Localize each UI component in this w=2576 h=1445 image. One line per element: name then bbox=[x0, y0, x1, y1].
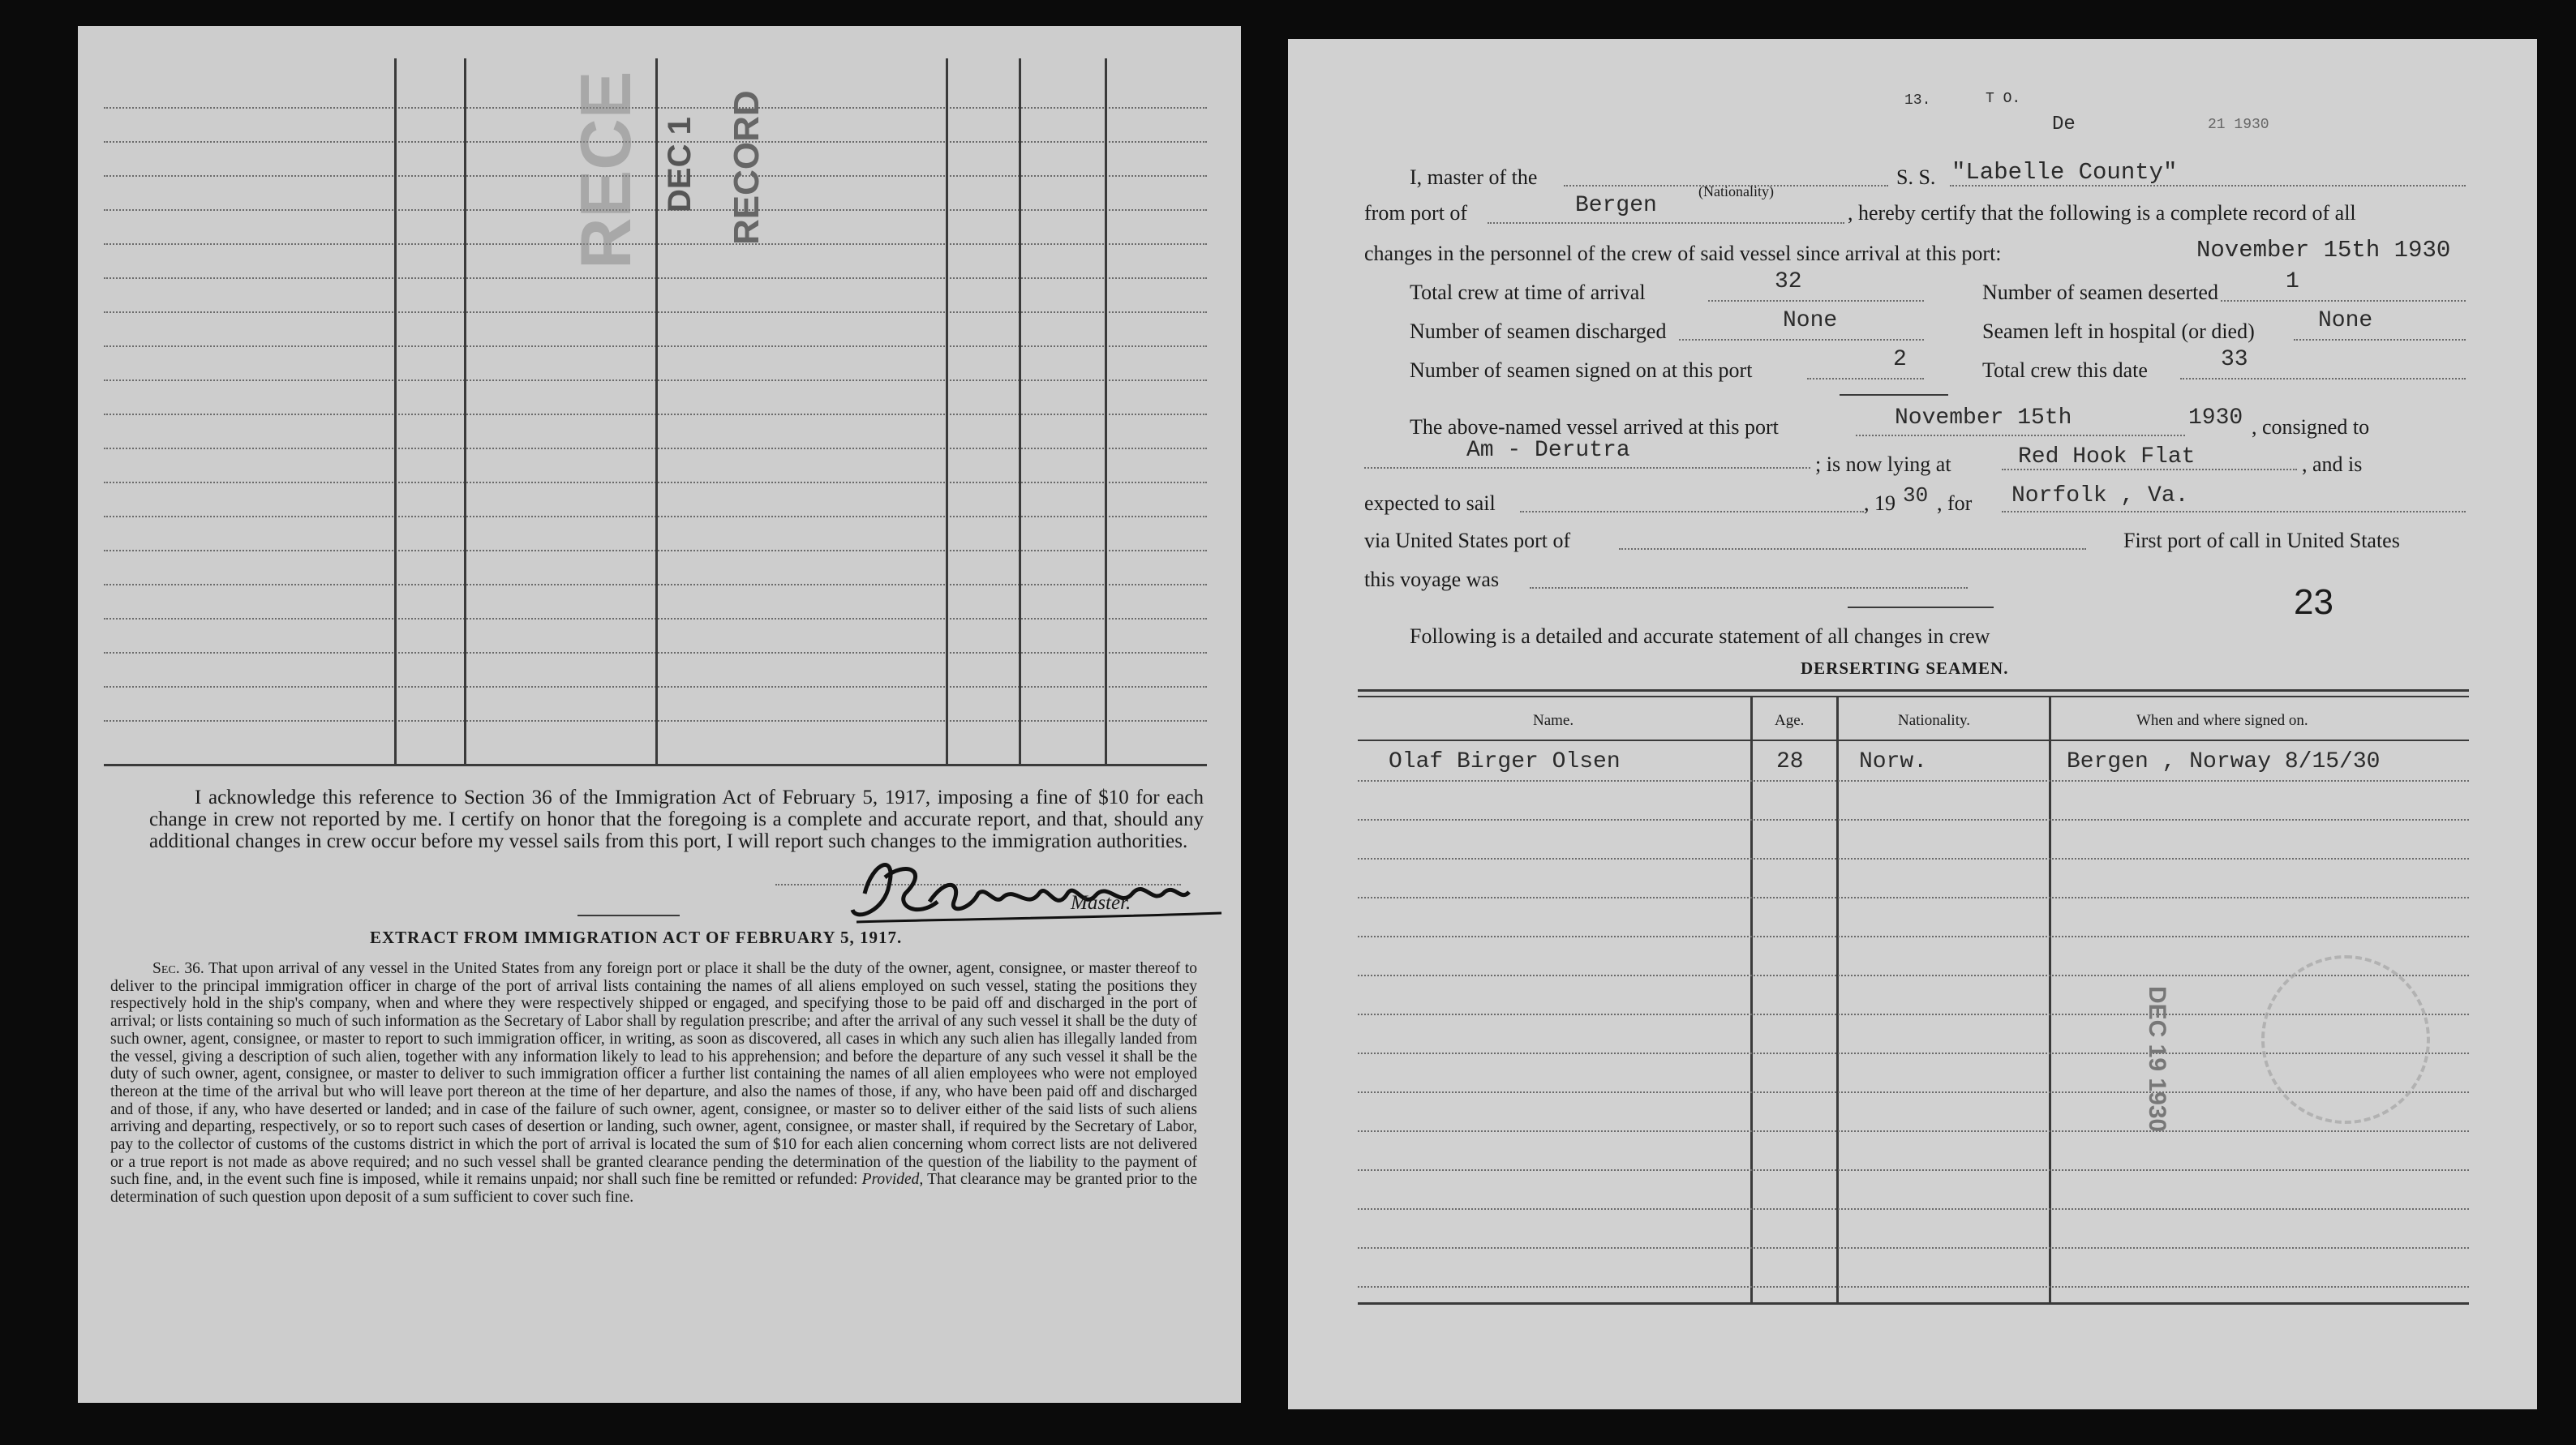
table-title: DERSERTING SEAMEN. bbox=[1801, 658, 2009, 678]
lying-label: ; is now lying at bbox=[1815, 452, 1951, 476]
port-of-departure: Bergen bbox=[1575, 193, 1657, 218]
table-row bbox=[1358, 1169, 2469, 1210]
certify-text: , hereby certify that the following is a complete record of all bbox=[1848, 201, 2356, 225]
table-top-rule bbox=[1358, 696, 2469, 697]
dec-date-stamp: DEC 1 bbox=[662, 117, 698, 212]
grid-column-line bbox=[394, 58, 397, 765]
consigned-label: , consigned to bbox=[2252, 415, 2370, 439]
hospital-label: Seamen left in hospital (or died) bbox=[1982, 319, 2255, 343]
deserted-value: 1 bbox=[2286, 269, 2299, 294]
total-crew-value: 32 bbox=[1775, 269, 1802, 294]
grid-column-line bbox=[1105, 58, 1107, 765]
sail-line bbox=[1520, 511, 1864, 512]
hospital-value: None bbox=[2318, 308, 2373, 333]
from-port-label: from port of bbox=[1364, 201, 1468, 225]
right-page bbox=[1288, 39, 2537, 1409]
port-line bbox=[1488, 222, 1844, 224]
count-line bbox=[1679, 339, 1924, 341]
table-row bbox=[1358, 1208, 2469, 1249]
extract-rule bbox=[577, 915, 680, 916]
grid-column-line bbox=[946, 58, 948, 765]
table-row bbox=[1358, 780, 2469, 821]
page-number: 23 bbox=[2294, 582, 2333, 622]
count-line bbox=[1708, 300, 1924, 302]
discharged-value: None bbox=[1783, 308, 1838, 333]
table-row bbox=[1358, 1247, 2469, 1288]
destination: Norfolk , Va. bbox=[2011, 483, 2189, 508]
arrival-port-date: November 15th bbox=[1895, 405, 2072, 431]
grid-column-line bbox=[655, 58, 658, 765]
arrival-date-line bbox=[1856, 435, 2185, 436]
left-page bbox=[78, 26, 1241, 1403]
arrived-label: The above-named vessel arrived at this port bbox=[1410, 415, 1779, 439]
consignee-line bbox=[1364, 467, 1810, 469]
header-mark: T O. bbox=[1986, 91, 2021, 107]
col-header-nationality: Nationality. bbox=[1898, 712, 1970, 729]
first-port-label: First port of call in United States bbox=[2123, 529, 2400, 552]
consignee: Am - Derutra bbox=[1466, 438, 1630, 463]
voyage-line bbox=[1530, 587, 1968, 589]
col-header-age: Age. bbox=[1775, 712, 1805, 729]
deserted-label: Number of seamen deserted bbox=[1982, 281, 2218, 304]
count-line bbox=[2294, 339, 2466, 341]
table-bottom-rule bbox=[1358, 1302, 2469, 1305]
master-label: Master. bbox=[1071, 892, 1131, 914]
header-mark: De bbox=[2052, 114, 2076, 135]
nationality-label: (Nationality) bbox=[1698, 183, 1774, 199]
discharged-label: Number of seamen discharged bbox=[1410, 319, 1667, 343]
master-of-label: I, master of the bbox=[1410, 165, 1538, 189]
statement-text: Following is a detailed and accurate statement of all changes in crew bbox=[1410, 624, 1990, 648]
statement-rule bbox=[1848, 607, 1994, 608]
count-line bbox=[2180, 378, 2466, 379]
receipt-date-stamp: DEC 19 1930 bbox=[2144, 986, 2170, 1133]
circular-stamp bbox=[2261, 955, 2430, 1124]
count-line bbox=[1807, 378, 1924, 379]
acknowledgment-text: I acknowledge this reference to Section 36 of the Immigration Act of February 5, 1917, imposing a fine of $10 for each change in crew not reported by me. I certify on honor that the foregoing is a complete and accurate report, and that, should any additional changes in crew occur before my vessel sails from this port, I will report such changes to the immigration authorities. bbox=[149, 787, 1204, 852]
table-row bbox=[1358, 1130, 2469, 1171]
proviso-text: That clearance may be granted prior to the determination of such question upon deposit of a sum sufficient to cover such fine. bbox=[110, 1171, 1198, 1207]
master-signature bbox=[840, 845, 1246, 934]
arrival-year: 1930 bbox=[2188, 405, 2243, 431]
destination-line bbox=[2002, 511, 2466, 512]
via-line bbox=[1619, 548, 2086, 550]
seaman-name: Olaf Birger Olsen bbox=[1389, 749, 1621, 774]
received-stamp: RECE bbox=[565, 71, 646, 269]
col-header-signed-on: When and where signed on. bbox=[2136, 712, 2308, 729]
total-date-value: 33 bbox=[2221, 347, 2248, 372]
section-label: Sec. 36. bbox=[152, 960, 204, 977]
grid-column-line bbox=[1019, 58, 1021, 765]
counts-rule bbox=[1840, 394, 1948, 396]
and-is-label: , and is bbox=[2302, 452, 2363, 476]
ss-label: S. S. bbox=[1896, 165, 1936, 189]
section-36-text bbox=[110, 960, 1197, 1207]
total-crew-label: Total crew at time of arrival bbox=[1410, 281, 1646, 304]
proviso-label: Provided, bbox=[861, 1171, 924, 1189]
sail-year-label: , 19 bbox=[1864, 491, 1896, 515]
seaman-age: 28 bbox=[1776, 749, 1804, 774]
header-mark: 21 1930 bbox=[2208, 117, 2269, 133]
signed-on-value: 2 bbox=[1893, 347, 1907, 372]
seaman-signed-on: Bergen , Norway 8/15/30 bbox=[2067, 749, 2381, 774]
table-top-rule bbox=[1358, 689, 2469, 692]
berth-location: Red Hook Flat bbox=[2018, 444, 2196, 470]
signed-on-label: Number of seamen signed on at this port bbox=[1410, 358, 1753, 382]
extract-title: EXTRACT FROM IMMIGRATION ACT OF FEBRUARY 5, 1917. bbox=[370, 928, 903, 947]
section-body: That upon arrival of any vessel in the United States from any foreign port or place it shall be the duty of the owner, agent, consignee, or master thereof to deliver to the principal immigration officer in charge of the port of arrival lists containing the names of all aliens employed on such vessel, stating the positions they respectively hold in the ship's company, when and where they were respectively shipped or engaged, and specifying those to be paid off and discharged in the port of arrival; or lists containing so much of such information as the Secretary of Labor shall by regulation prescribe; and after the arrival of any such vessel it shall be the duty of such owner, agent, consignee, or master to report to such immigration officer, in writing, as soon as discovered, all cases in which any such alien has illegally landed from the vessel, giving a description of such alien, together with any information likely to lead to his apprehension; and before the departure of any such vessel it shall be the duty of such owner, agent, consignee, or master to deliver to such immigration officer a further list containing the names of all alien employees who were not employed thereon at the time of the arrival but who will leave port thereon at the time of her departure, and also the names of those, if any, who have been paid off and discharged and of those, if any, who have deserted or landed; and in case of the failure of such owner, agent, consignee, or master so to deliver either of the said lists of such aliens arriving and departing, respectively, or so to report such cases of desertion or landing, such owner, agent, consignee, or master shall, if required by the Secretary of Labor, pay to the collector of customs of the customs district in which the port of arrival is located the sum of $10 for each alien concerning whom correct lists are not delivered or a true report is not made as above required; and no such vessel shall be granted clearance pending the determination of the question of the liability to the payment of such fine, and, in the event such fine is imposed, while it remains unpaid; nor shall such fine be remitted or refunded: bbox=[110, 960, 1197, 1189]
record-stamp: RECORD bbox=[727, 90, 766, 245]
table-row bbox=[1358, 897, 2469, 937]
total-date-label: Total crew this date bbox=[1982, 358, 2148, 382]
col-header-name: Name. bbox=[1533, 712, 1574, 729]
sail-year-fill: 30 bbox=[1903, 483, 1929, 508]
for-label: , for bbox=[1937, 491, 1973, 515]
table-row bbox=[1358, 819, 2469, 860]
seaman-nationality: Norw. bbox=[1859, 749, 1928, 774]
arrival-date: November 15th 1930 bbox=[2196, 237, 2451, 264]
location-line bbox=[2002, 469, 2297, 470]
header-mark: 13. bbox=[1904, 92, 1931, 109]
changes-text: changes in the personnel of the crew of said vessel since arrival at this port: bbox=[1364, 242, 2002, 265]
count-line bbox=[2221, 300, 2466, 302]
vessel-line bbox=[1950, 185, 2466, 187]
voyage-label: this voyage was bbox=[1364, 568, 1500, 591]
sail-label: expected to sail bbox=[1364, 491, 1496, 515]
via-label: via United States port of bbox=[1364, 529, 1571, 552]
grid-column-line bbox=[464, 58, 466, 765]
table-row bbox=[1358, 858, 2469, 898]
grid-bottom-rule bbox=[104, 764, 1207, 766]
vessel-name: "Labelle County" bbox=[1951, 159, 2178, 186]
